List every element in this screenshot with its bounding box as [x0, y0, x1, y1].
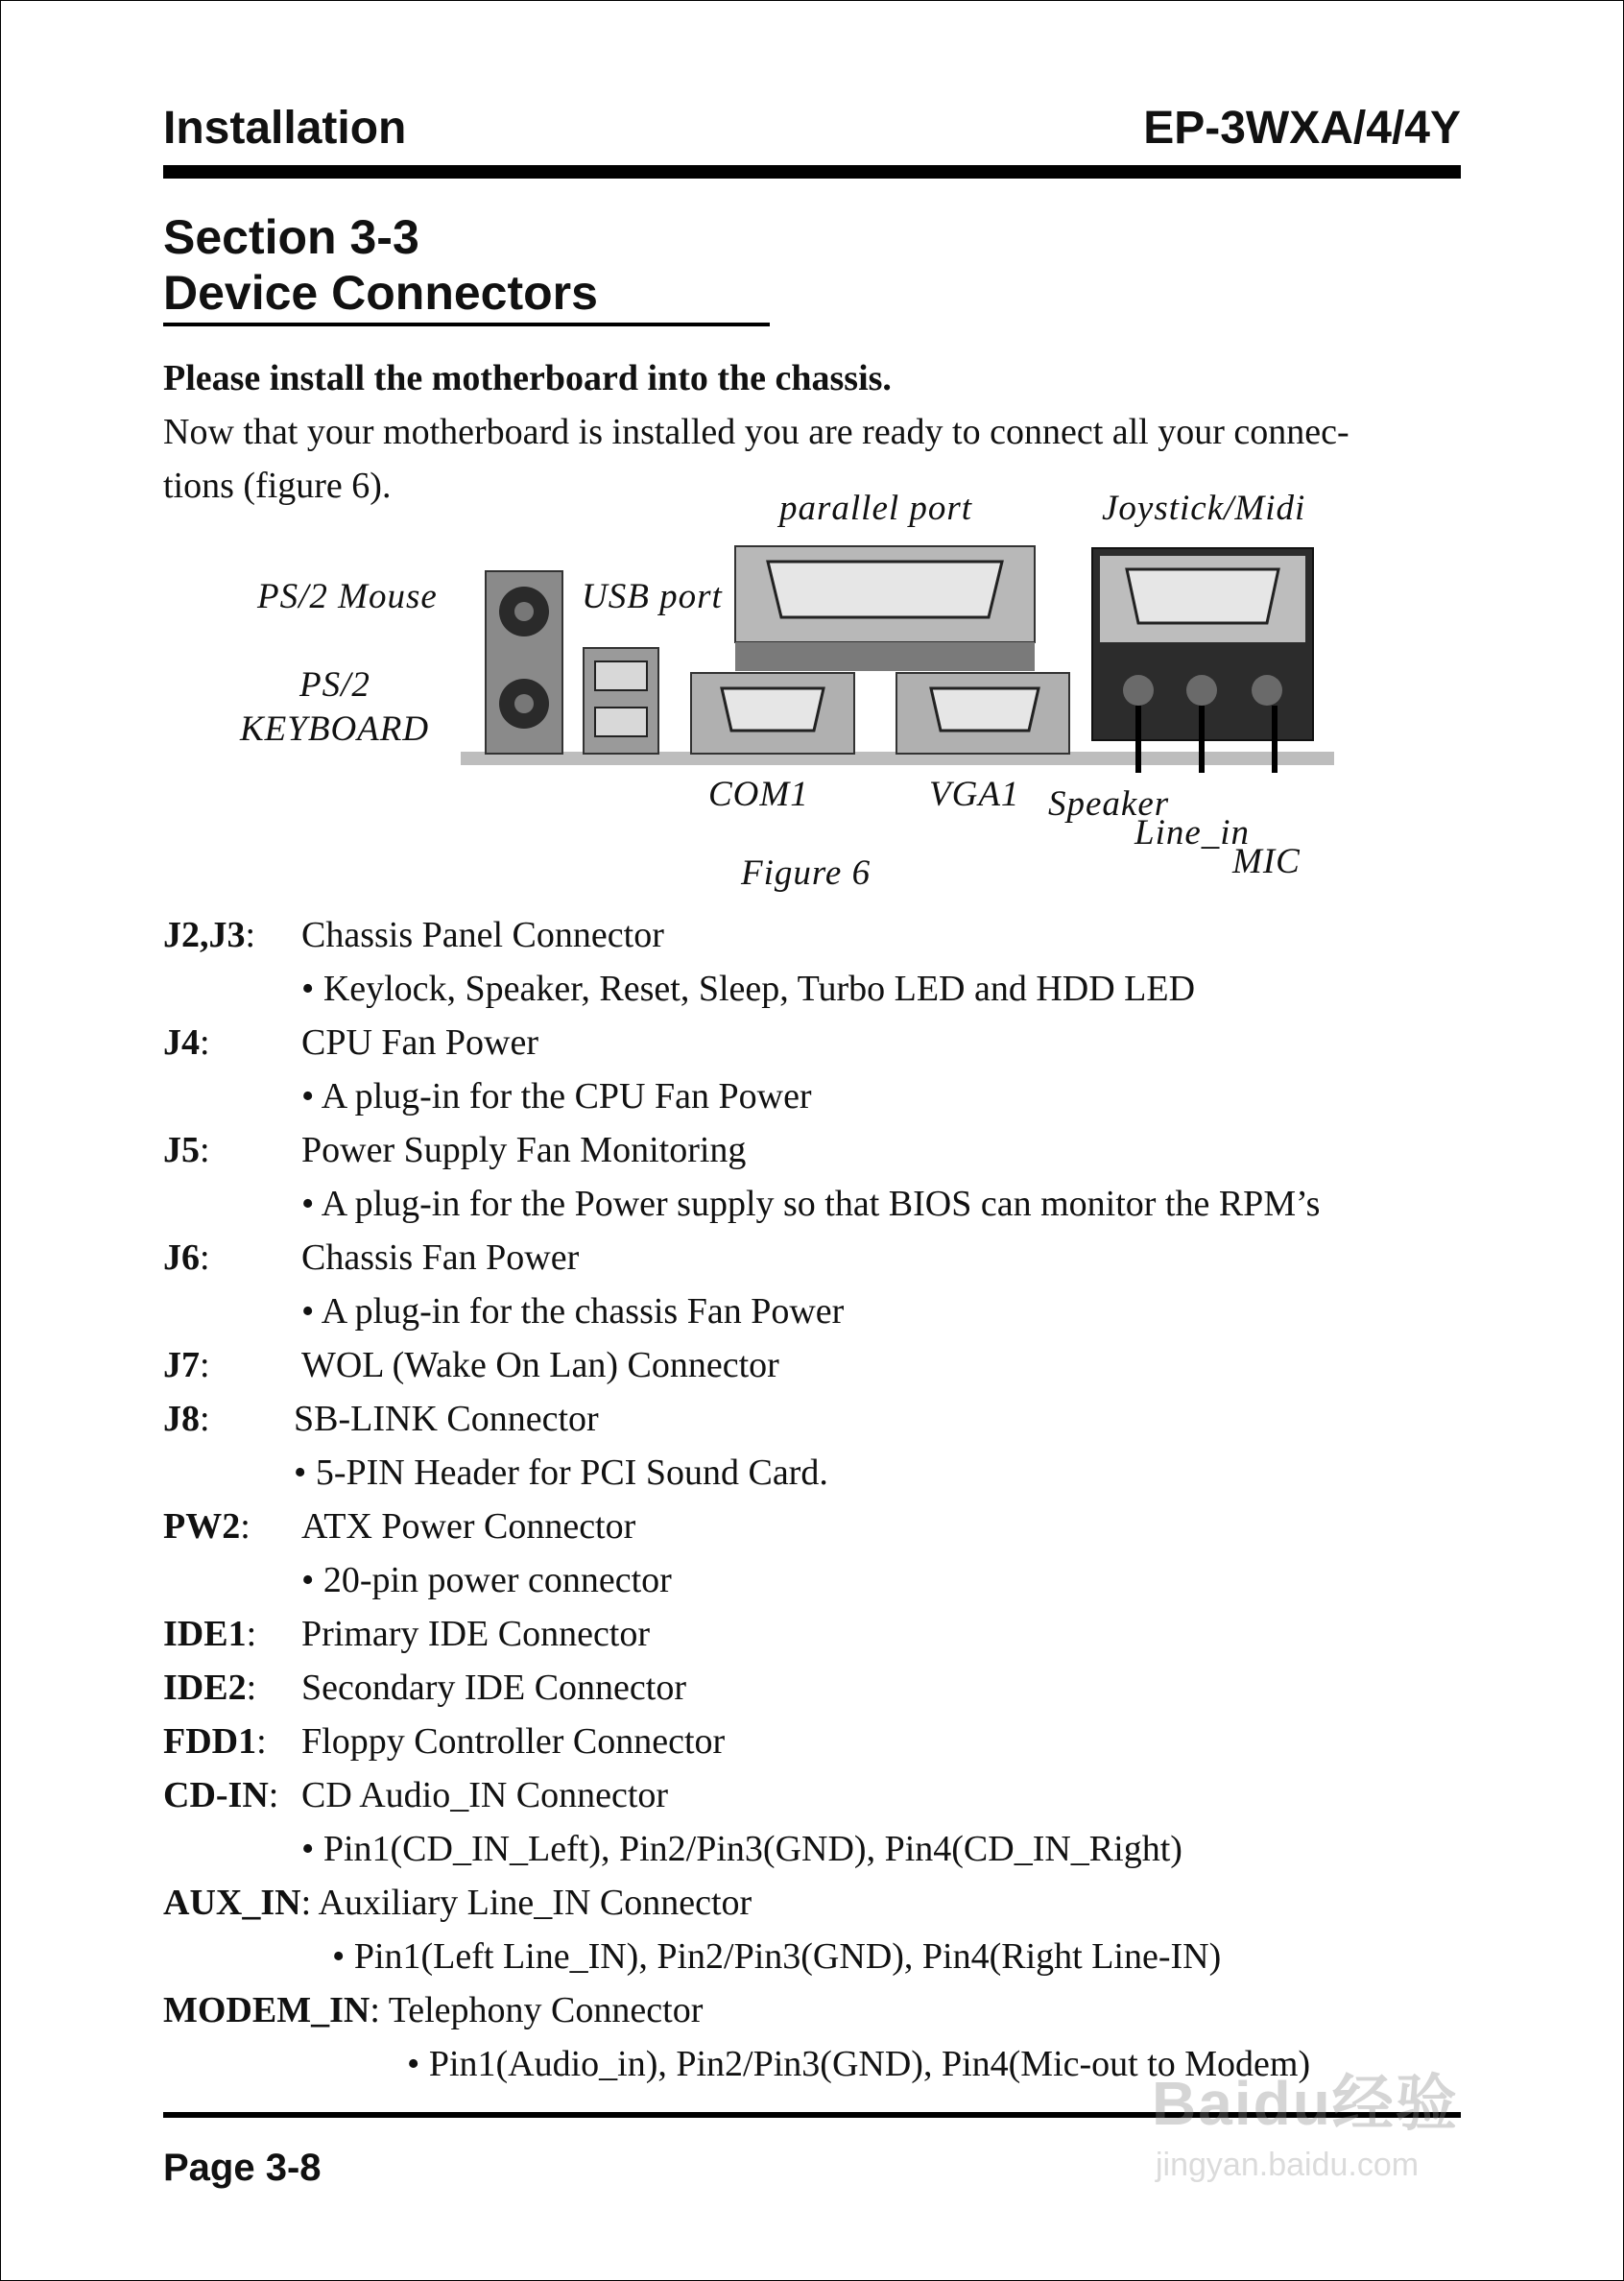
- header-title: Installation: [163, 103, 407, 154]
- connector-ide2: IDE2: Secondary IDE Connector: [163, 1668, 686, 1708]
- watermark-brand: Baidu经验: [1152, 2069, 1459, 2138]
- header-model: EP-3WXA/4/4Y: [1143, 103, 1461, 154]
- figure-caption: Figure 6: [741, 853, 872, 893]
- label-line-in: Line_in: [1134, 813, 1251, 852]
- label-com1: COM1: [708, 775, 809, 814]
- bullet-cd-in: • Pin1(CD_IN_Left), Pin2/Pin3(GND), Pin4(CD_IN_Right): [301, 1829, 1182, 1869]
- bullet-j8: • 5-PIN Header for PCI Sound Card.: [294, 1453, 828, 1493]
- intro-line-2: tions (figure 6).: [163, 466, 392, 506]
- bullet-j4: • A plug-in for the CPU Fan Power: [301, 1076, 812, 1116]
- com1-port-icon: [691, 673, 854, 754]
- section-rule: [163, 323, 770, 326]
- label-usb-port: USB port: [582, 577, 723, 616]
- section-number: Section 3-3: [163, 210, 419, 264]
- connector-pw2: PW2: ATX Power Connector: [163, 1506, 636, 1547]
- connector-ide1: IDE1: Primary IDE Connector: [163, 1614, 651, 1654]
- section-title: Device Connectors: [163, 266, 598, 320]
- connector-key: J2,J3: [163, 915, 246, 955]
- connector-modem-in: MODEM_IN: Telephony Connector: [163, 1990, 704, 2030]
- io-panel-illustration: [451, 542, 1344, 773]
- connector-j4: J4: CPU Fan Power: [163, 1022, 539, 1063]
- bullet-pw2: • 20-pin power connector: [301, 1560, 672, 1600]
- vga1-port-icon: [896, 673, 1069, 754]
- watermark-url: jingyan.baidu.com: [1156, 2147, 1420, 2183]
- connector-j7: J7: WOL (Wake On Lan) Connector: [163, 1345, 779, 1385]
- label-ps2-mouse: PS/2 Mouse: [257, 577, 438, 616]
- connector-j5: J5: Power Supply Fan Monitoring: [163, 1130, 747, 1170]
- bullet-j5: • A plug-in for the Power supply so that BIOS can monitor the RPM’s: [301, 1184, 1321, 1224]
- connector-j2-j3: J2,J3: Chassis Panel Connector: [163, 915, 664, 955]
- bullet-modem-in: • Pin1(Audio_in), Pin2/Pin3(GND), Pin4(Mic-out to Modem): [407, 2044, 1311, 2084]
- intro-line-1: Now that your motherboard is installed you are ready to connect all your connec-: [163, 412, 1349, 452]
- page-number: Page 3-8: [163, 2147, 322, 2189]
- label-mic: MIC: [1232, 842, 1301, 881]
- bullet-j6: • A plug-in for the chassis Fan Power: [301, 1291, 845, 1332]
- connector-desc: Chassis Panel Connector: [301, 915, 664, 955]
- label-speaker: Speaker: [1048, 784, 1170, 824]
- connector-j6: J6: Chassis Fan Power: [163, 1237, 580, 1278]
- label-ps2-keyboard-2: KEYBOARD: [240, 709, 430, 749]
- bullet-aux-in: • Pin1(Left Line_IN), Pin2/Pin3(GND), Pin4(Right Line-IN): [332, 1936, 1222, 1977]
- usb-ports-icon: [584, 648, 658, 754]
- bullet-j2-j3: • Keylock, Speaker, Reset, Sleep, Turbo LED and HDD LED: [301, 969, 1196, 1009]
- label-parallel-port: parallel port: [779, 489, 973, 528]
- parallel-port-icon: [735, 546, 1035, 671]
- intro-heading: Please install the motherboard into the chassis.: [163, 358, 892, 398]
- ps2-ports-icon: [486, 571, 562, 754]
- connector-j8: J8: SB-LINK Connector: [163, 1399, 599, 1439]
- connector-cd-in: CD-IN: CD Audio_IN Connector: [163, 1775, 669, 1815]
- baidu-watermark: [1152, 2054, 1459, 2184]
- connector-fdd1: FDD1: Floppy Controller Connector: [163, 1721, 726, 1762]
- label-ps2-keyboard-1: PS/2: [299, 665, 370, 705]
- header-rule: [163, 165, 1461, 179]
- label-joystick-midi: Joystick/Midi: [1102, 489, 1306, 528]
- label-vga1: VGA1: [929, 775, 1020, 814]
- connector-aux-in: AUX_IN: Auxiliary Line_IN Connector: [163, 1883, 752, 1923]
